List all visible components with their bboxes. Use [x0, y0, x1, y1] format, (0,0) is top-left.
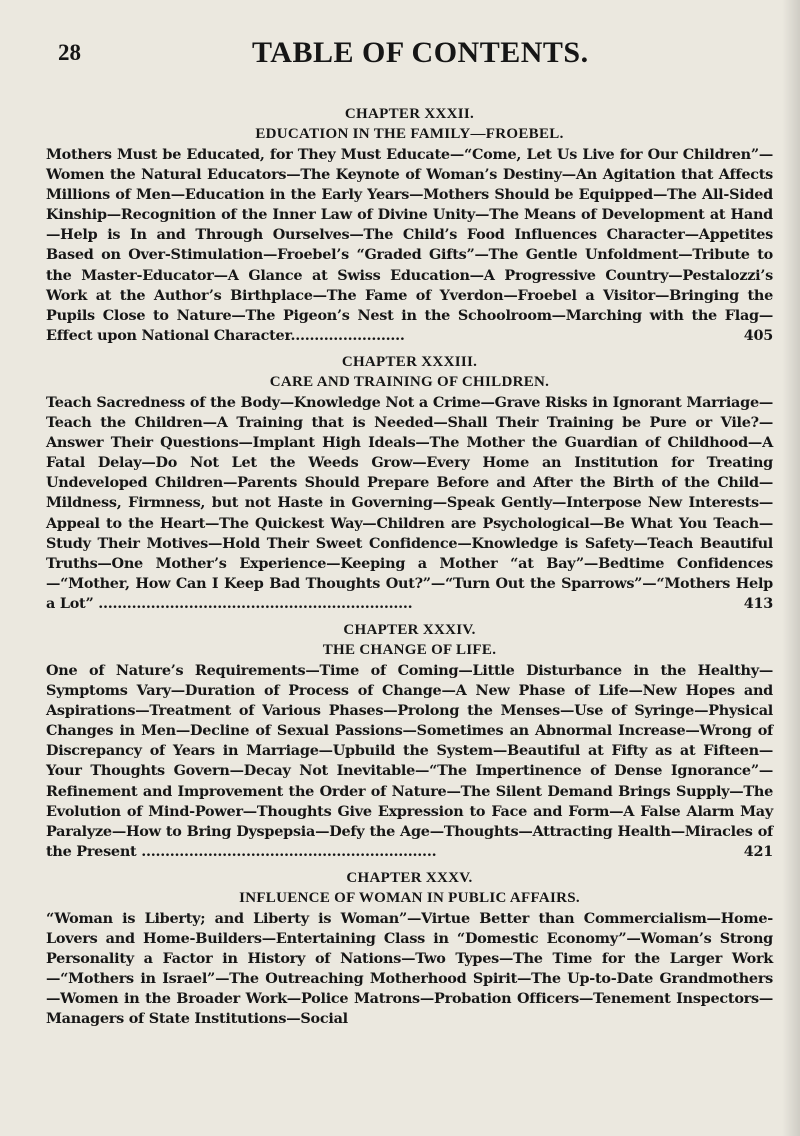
chapter-summary-text: “Woman is Liberty; and Liberty is Woman”—Virtue Better than Commercialism—Home-Lovers and Home-Builders—Entertaining Class in “Domestic Economy”—Woman’s Strong Personality a Factor in History of Nations—Two Types—The Time for the Larger Work—“Mothers in Israel”—The Outreaching Motherhood Spirit—The Up-to-Date Grandmothers—Women in the Broader Work—Police Matrons—Probation Officers—Tenement Inspectors—Managers of State Institutions—Social: [46, 909, 773, 1028]
page-edge-shadow: [782, 0, 800, 1136]
chapter-title: INFLUENCE OF WOMAN IN PUBLIC AFFAIRS.: [239, 889, 580, 906]
page-number: 28: [58, 40, 81, 65]
chapter-page-ref: 421: [743, 842, 773, 860]
page-header: [58, 36, 778, 76]
chapter-summary: [46, 393, 773, 614]
chapter-summary: [46, 145, 773, 346]
chapter-page-ref: 413: [743, 594, 773, 612]
table-of-contents: [46, 104, 773, 1035]
chapter-title: THE CHANGE OF LIFE.: [322, 641, 497, 658]
chapter-number: CHAPTER XXXII.: [344, 106, 475, 122]
chapter-title: CARE AND TRAINING OF CHILDREN.: [269, 373, 550, 390]
chapter-entry: [46, 104, 773, 346]
chapter-summary: [46, 909, 773, 1030]
chapter-number: CHAPTER XXXV.: [346, 869, 473, 886]
dot-leader: ........................: [290, 326, 405, 344]
chapter-page-ref: 405: [743, 326, 773, 344]
dot-leader: ..................................................................: [98, 594, 413, 612]
chapter-summary: [46, 661, 773, 862]
chapter-entry: [46, 620, 773, 862]
chapter-number: CHAPTER XXXIV.: [343, 621, 476, 638]
chapter-entry: [46, 868, 773, 1030]
chapter-entry: [46, 352, 773, 614]
chapter-summary-text: Mothers Must be Educated, for They Must Educate—“Come, Let Us Live for Our Children”—Women the Natural Educators—The Keynote of Woman’s Destiny—An Agitation that Affects Millions of Men—Education in the Early Years—Mothers Should be Equipped—The All-Sided Kinship—Recognition of the Inner Law of Divine Unity—The Means of Development at Hand—Help is In and Through Ourselves—The Child’s Food Influences Character—Appetites Based on Over-Stimulation—Froebel’s “Graded Gifts”—The Gentle Unfoldment—Tribute to the Master-Educator—A Glance at Swiss Education—A Progressive Country—Pestalozzi’s Work at the Author’s Birthplace—The Fame of Yverdon—Froebel a Visitor—Bringing the Pupils Close to Nature—The Pigeon’s Nest in the Schoolroom—Marching with the Flag—Effect upon National Character: [46, 146, 773, 344]
chapter-title: EDUCATION IN THE FAMILY—FROEBEL.: [255, 126, 564, 142]
dot-leader: ..............................................................: [141, 842, 437, 860]
chapter-summary-text: One of Nature’s Requirements—Time of Coming—Little Disturbance in the Healthy—Symptoms Vary—Duration of Process of Change—A New Phase of Life—New Hopes and Aspirations—Treatment of Various Phases—Prolong the Menses—Use of Syringe—Physical Changes in Men—Decline of Sexual Passions—Sometimes an Abnormal Increase—Wrong of Discrepancy of Years in Marriage—Upbuild the System—Beautiful at Fifty as at Fifteen—Your Thoughts Govern—Decay Not Inevitable—“The Impertinence of Dense Ignorance”—Refinement and Improvement the Order of Nature—The Silent Demand Brings Supply—The Evolution of Mind-Power—Thoughts Give Expression to Face and Form—A False Alarm May Paralyze—How to Bring Dyspepsia—Defy the Age—Thoughts—Attracting Health—Miracles of the Present: [46, 661, 773, 860]
running-title: TABLE OF CONTENTS.: [252, 36, 589, 69]
chapter-summary-text: Teach Sacredness of the Body—Knowledge Not a Crime—Grave Risks in Ignorant Marriage—Teach the Children—A Training that is Needed—Shall Their Training be Pure or Vile?—Answer Their Questions—Implant High Ideals—The Mother the Guardian of Childhood—A Fatal Delay—Do Not Let the Weeds Grow—Every Home an Institution for Treating Undeveloped Children—Parents Should Prepare Before and After the Birth of the Child—Mildness, Firmness, but not Haste in Governing—Speak Gently—Interpose New Interests—Appeal to the Heart—The Quickest Way—Children are Psychological—Be What You Teach—Study Their Motives—Hold Their Sweet Confidence—Knowledge is Safety—Teach Beautiful Truths—One Mother’s Experience—Keeping a Mother “at Bay”—Bedtime Confidences—“Mother, How Can I Keep Bad Thoughts Out?”—“Turn Out the Sparrows”—“Mothers Help a Lot”: [46, 393, 773, 612]
chapter-number: CHAPTER XXXIII.: [341, 353, 478, 370]
